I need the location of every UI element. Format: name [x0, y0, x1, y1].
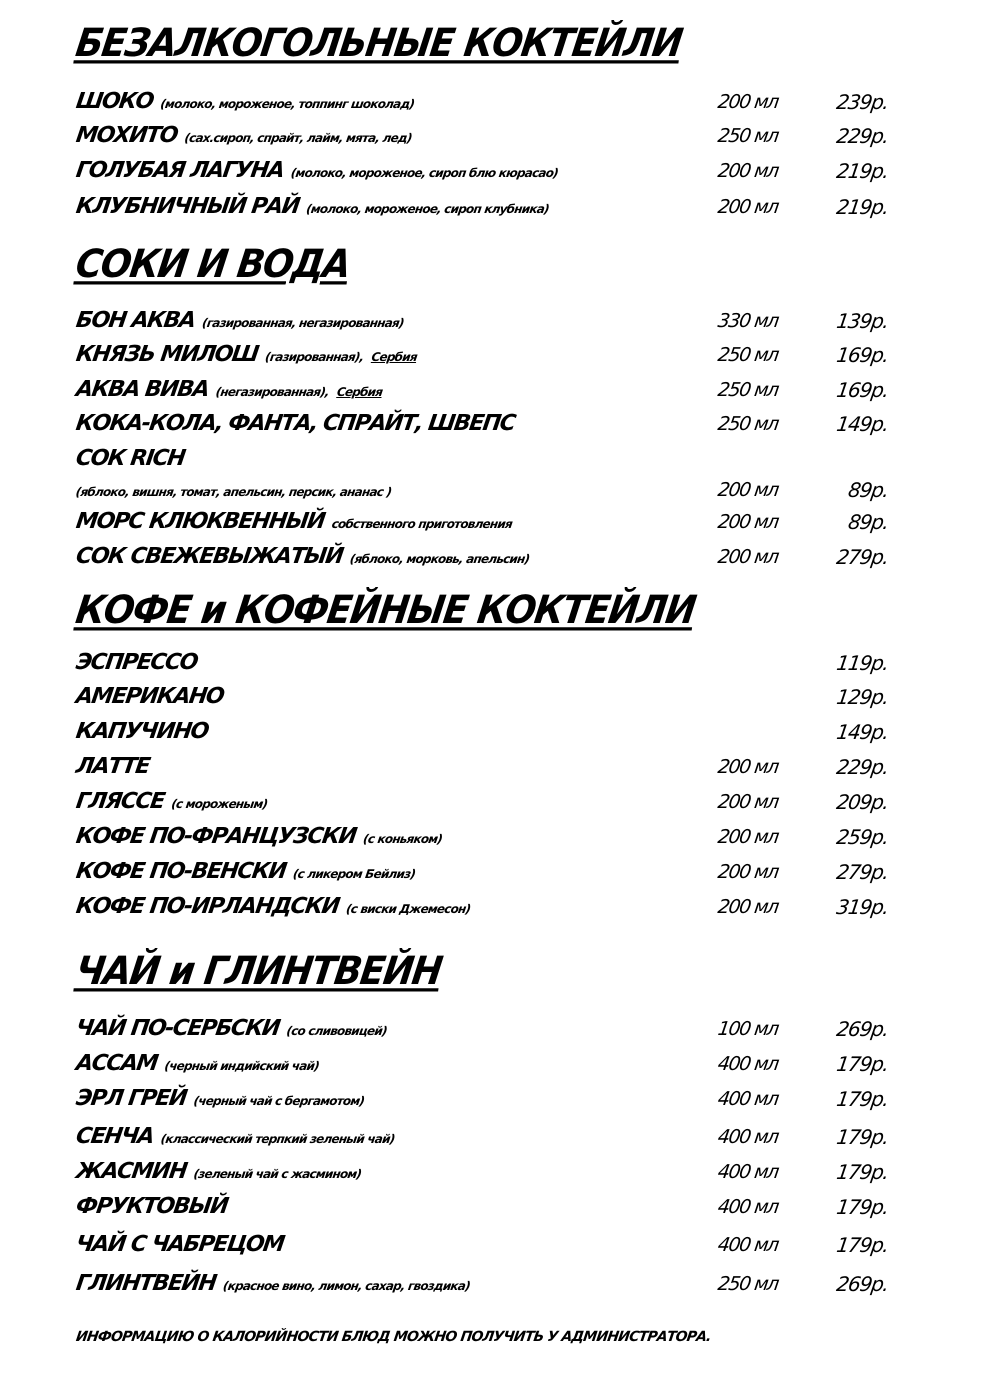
item-price: 149р.: [835, 720, 890, 744]
item-name: [73, 1082, 366, 1118]
item-volume: 400 мл: [716, 1196, 780, 1218]
item-name: [74, 750, 152, 784]
item-note: (молоко, мороженое, сироп блю кюрасао): [289, 166, 559, 180]
item-price: 179р.: [835, 1195, 890, 1219]
item-price: 179р.: [835, 1087, 890, 1111]
item-name: [73, 85, 416, 121]
menu-item: [74, 373, 890, 407]
item-name: [73, 855, 417, 891]
item-note: (красное вино, лимон, сахар, гвоздика): [222, 1279, 471, 1293]
item-price: 259р.: [835, 825, 890, 849]
item-name: [73, 190, 551, 226]
item-title: КОФЕ ПО-ВЕНСКИ: [74, 859, 288, 884]
item-note: (с виски Джемесон): [345, 902, 472, 916]
item-note: (с коньяком): [362, 832, 444, 846]
item-price: 279р.: [835, 545, 890, 569]
item-note: (газированная, негазированная): [201, 316, 405, 330]
menu-item: [74, 338, 890, 372]
item-volume: 200 мл: [716, 896, 780, 918]
item-volume: 250 мл: [716, 1273, 780, 1295]
section-title-juices: СОКИ И ВОДА: [72, 242, 353, 287]
item-name: [73, 373, 384, 409]
item-volume: 200 мл: [716, 91, 780, 113]
section-title-coffee: КОФЕ и КОФЕЙНЫЕ КОКТЕЙЛИ: [72, 588, 698, 633]
item-name: [73, 1267, 472, 1303]
item-note: (сах.сироп, спрайт, лайм, мята, лед): [183, 131, 413, 145]
item-name: [73, 154, 560, 190]
item-title: ГОЛУБАЯ ЛАГУНА: [74, 158, 286, 183]
menu-item: [74, 540, 890, 574]
menu-item: [74, 680, 890, 714]
item-title: ГЛИНТВЕЙН: [74, 1271, 218, 1296]
item-price: 319р.: [835, 895, 890, 919]
item-price: 179р.: [835, 1160, 890, 1184]
menu-item-rich-details: [74, 473, 890, 507]
item-title: СОК СВЕЖЕВЫЖАТЫЙ: [74, 544, 345, 569]
menu-item: [74, 646, 890, 680]
item-volume: 400 мл: [716, 1161, 780, 1183]
item-note: (черный индийский чай): [163, 1059, 320, 1073]
item-origin: Сербия: [336, 385, 384, 399]
item-title: ШОКО: [74, 89, 155, 114]
item-volume: 400 мл: [716, 1053, 780, 1075]
item-price: 269р.: [835, 1017, 890, 1041]
item-name: [74, 1190, 230, 1224]
menu-item: [74, 1155, 890, 1189]
menu-item: [74, 407, 890, 441]
item-volume: 200 мл: [716, 511, 780, 533]
menu-item: [74, 85, 890, 119]
item-title: КОФЕ ПО-ИРЛАНДСКИ: [74, 894, 341, 919]
menu-item: [74, 190, 890, 224]
item-price: 119р.: [835, 651, 890, 675]
item-volume: 200 мл: [716, 160, 780, 182]
menu-item: [74, 1267, 890, 1301]
menu-item: [74, 1190, 890, 1224]
item-note: (черный чай с бергамотом): [192, 1094, 366, 1108]
item-title: СЕНЧА: [74, 1124, 155, 1149]
menu-item: [74, 715, 890, 749]
item-name: [73, 1120, 397, 1156]
item-volume: 400 мл: [716, 1088, 780, 1110]
item-title: ЧАЙ ПО-СЕРБСКИ: [74, 1016, 281, 1041]
item-title: ЭСПРЕССО: [74, 650, 199, 675]
item-price: 169р.: [835, 378, 890, 402]
menu-item: [74, 304, 890, 338]
menu-item: [74, 1047, 890, 1081]
item-price: 139р.: [835, 309, 890, 333]
menu-item: [74, 1012, 890, 1046]
item-name: [73, 1012, 389, 1048]
item-title: МОРС КЛЮКВЕННЫЙ: [74, 509, 326, 534]
item-title: ЖАСМИН: [74, 1159, 188, 1184]
menu-item: [74, 855, 890, 889]
item-note: (с мороженым): [170, 797, 269, 811]
item-name: [73, 1155, 363, 1191]
item-price: 89р.: [846, 510, 890, 534]
item-title: БОН АКВА: [74, 308, 197, 333]
item-volume: 200 мл: [716, 756, 780, 778]
item-title: ЛАТТЕ: [74, 754, 151, 779]
item-title: ФРУКТОВЫЙ: [74, 1194, 229, 1219]
item-origin: Сербия: [370, 350, 418, 364]
item-name: [73, 338, 419, 374]
item-name: [74, 715, 210, 749]
item-price: 279р.: [835, 860, 890, 884]
item-volume: 200 мл: [716, 479, 780, 501]
item-title: КНЯЗЬ МИЛОШ: [74, 342, 260, 367]
menu-item: [74, 1120, 890, 1154]
menu-item: [74, 890, 890, 924]
item-title: КЛУБНИЧНЫЙ РАЙ: [74, 194, 301, 219]
menu-item: [74, 1228, 890, 1262]
item-name: [73, 540, 531, 576]
item-title: КОКА-КОЛА, ФАНТА, СПРАЙТ, ШВЕПС: [74, 411, 517, 436]
menu-item: [74, 119, 890, 153]
menu-item: [74, 1082, 890, 1116]
item-note: (молоко, мороженое, сироп клубника): [305, 202, 550, 216]
item-title: АССАМ: [74, 1051, 159, 1076]
section-title-tea: ЧАЙ и ГЛИНТВЕЙН: [72, 949, 445, 994]
item-price: 169р.: [835, 343, 890, 367]
item-title: МОХИТО: [74, 123, 179, 148]
item-name: [73, 785, 269, 821]
item-price: 179р.: [835, 1233, 890, 1257]
item-note: (со сливовицей): [285, 1024, 388, 1038]
item-name: [73, 304, 406, 340]
item-volume: 200 мл: [716, 196, 780, 218]
item-note: (яблоко, вишня, томат, апельсин, персик, ананас ): [74, 485, 393, 499]
item-title: ГЛЯССЕ: [74, 789, 166, 814]
item-volume: 200 мл: [716, 826, 780, 848]
item-note: собственного приготовления: [330, 517, 513, 531]
item-name: [74, 1228, 286, 1262]
item-volume: 200 мл: [716, 791, 780, 813]
item-title: СОК RICH: [74, 446, 187, 471]
item-volume: 200 мл: [716, 861, 780, 883]
item-volume: 330 мл: [716, 310, 780, 332]
item-price: 129р.: [835, 685, 890, 709]
item-title: АМЕРИКАНО: [74, 684, 225, 709]
item-name: [73, 890, 472, 926]
item-volume: 250 мл: [716, 413, 780, 435]
item-price: 89р.: [846, 478, 890, 502]
item-name: [73, 505, 514, 541]
item-price: 229р.: [835, 124, 890, 148]
menu-item: [74, 820, 890, 854]
item-price: 239р.: [835, 90, 890, 114]
item-price: 179р.: [835, 1052, 890, 1076]
item-title: КАПУЧИНО: [74, 719, 210, 744]
item-price: 179р.: [835, 1125, 890, 1149]
calorie-info-note: ИНФОРМАЦИЮ О КАЛОРИЙНОСТИ БЛЮД МОЖНО ПОЛУЧИТЬ У АДМИНИСТРАТОРА.: [74, 1329, 712, 1345]
item-volume: 250 мл: [716, 379, 780, 401]
item-volume: 200 мл: [716, 546, 780, 568]
item-name: [73, 119, 414, 155]
item-title: ЭРЛ ГРЕЙ: [74, 1086, 188, 1111]
menu-item-rich: [76, 442, 876, 476]
menu-item: [74, 505, 890, 539]
item-volume: 250 мл: [716, 125, 780, 147]
item-price: 219р.: [835, 195, 890, 219]
menu-item: [74, 750, 890, 784]
item-note: (негазированная),: [214, 385, 330, 399]
item-name: [73, 1047, 321, 1083]
item-name: [73, 820, 444, 856]
item-price: 269р.: [835, 1272, 890, 1296]
item-volume: 400 мл: [716, 1234, 780, 1256]
item-price: 209р.: [835, 790, 890, 814]
item-note: (молоко, мороженое, топпинг шоколад): [159, 97, 416, 111]
item-note: (с ликером Бейлиз): [292, 867, 417, 881]
item-price: 229р.: [835, 755, 890, 779]
item-note: (классический терпкий зеленый чай): [159, 1132, 396, 1146]
item-name: [74, 646, 200, 680]
item-volume: 400 мл: [716, 1126, 780, 1148]
item-volume: 250 мл: [716, 344, 780, 366]
item-name: [74, 680, 226, 714]
item-price: 219р.: [835, 159, 890, 183]
item-note: (яблоко, морковь, апельсин): [349, 552, 531, 566]
item-title: ЧАЙ С ЧАБРЕЦОМ: [74, 1232, 286, 1257]
menu-item: [74, 785, 890, 819]
item-title: КОФЕ ПО-ФРАНЦУЗСКИ: [74, 824, 358, 849]
item-volume: 100 мл: [716, 1018, 780, 1040]
item-note: (газированная),: [264, 350, 365, 364]
item-price: 149р.: [835, 412, 890, 436]
item-note: (зеленый чай с жасмином): [192, 1167, 363, 1181]
section-title-cocktails: БЕЗАЛКОГОЛЬНЫЕ КОКТЕЙЛИ: [72, 21, 685, 66]
item-title: АКВА ВИВА: [74, 377, 210, 402]
item-name: [74, 407, 517, 441]
menu-item: [74, 154, 890, 188]
